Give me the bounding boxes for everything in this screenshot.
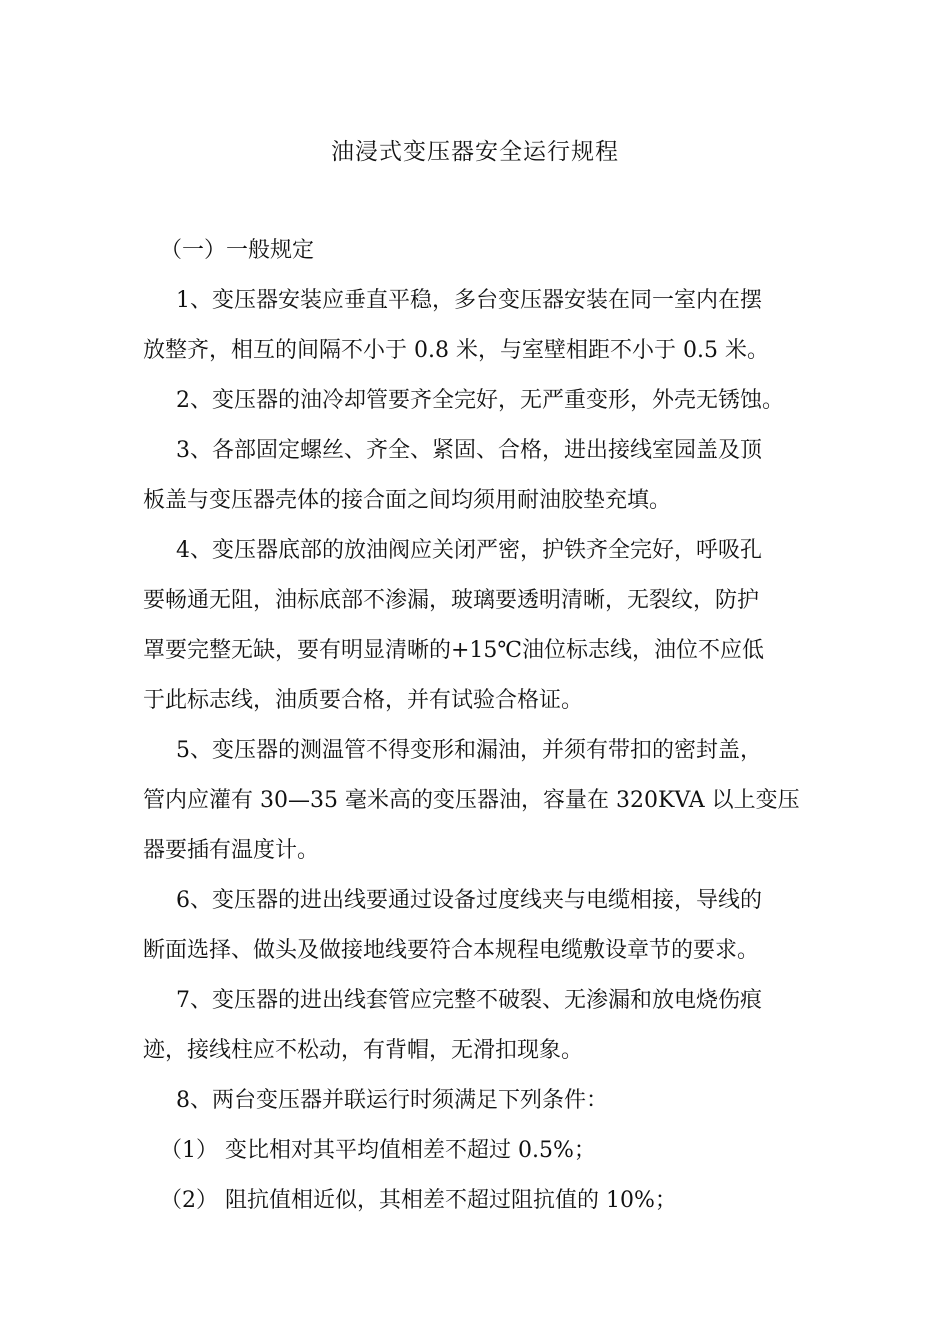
paragraph-line: 2、变压器的油冷却管要齐全完好，无严重变形，外壳无锈蚀。 — [176, 388, 784, 413]
paragraph-line: 要畅通无阻，油标底部不渗漏，玻璃要透明清晰，无裂纹，防护 — [143, 588, 760, 613]
paragraph-line: 板盖与变压器壳体的接合面之间均须用耐油胶垫充填。 — [143, 488, 672, 513]
paragraph-line: 6、变压器的进出线要通过设备过度线夹与电缆相接，导线的 — [176, 888, 762, 913]
paragraph-line: 罩要完整无缺，要有明显清晰的+15℃油位标志线，油位不应低 — [143, 638, 765, 663]
paragraph-line: 断面选择、做头及做接地线要符合本规程电缆敷设章节的要求。 — [143, 938, 760, 963]
list-item: （1） 变比相对其平均值相差不超过 0.5%； — [160, 1138, 596, 1163]
paragraph-line: 放整齐，相互的间隔不小于 0.8 米，与室壁相距不小于 0.5 米。 — [143, 338, 769, 363]
paragraph-line: 5、变压器的测温管不得变形和漏油，并须有带扣的密封盖， — [176, 738, 762, 763]
paragraph-line: 7、变压器的进出线套管应完整不破裂、无渗漏和放电烧伤痕 — [176, 988, 762, 1013]
paragraph-line: 管内应灌有 30—35 毫米高的变压器油，容量在 320KVA 以上变压 — [143, 788, 800, 813]
paragraph-line: 8、两台变压器并联运行时须满足下列条件： — [176, 1088, 608, 1113]
list-item: （2） 阻抗值相近似，其相差不超过阻抗值的 10%； — [160, 1188, 677, 1213]
paragraph-line: 器要插有温度计。 — [143, 838, 320, 863]
document-title: 油浸式变压器安全运行规程 — [331, 139, 619, 165]
section-heading: （一）一般规定 — [160, 238, 315, 263]
paragraph-line: 于此标志线，油质要合格，并有试验合格证。 — [143, 688, 584, 713]
paragraph-line: 迹，接线柱应不松动，有背帽，无滑扣现象。 — [143, 1038, 584, 1063]
paragraph-line: 4、变压器底部的放油阀应关闭严密，护铁齐全完好，呼吸孔 — [176, 538, 762, 563]
paragraph-line: 1、变压器安装应垂直平稳，多台变压器安装在同一室内在摆 — [176, 288, 762, 313]
paragraph-line: 3、各部固定螺丝、齐全、紧固、合格，进出接线室园盖及顶 — [176, 438, 762, 463]
